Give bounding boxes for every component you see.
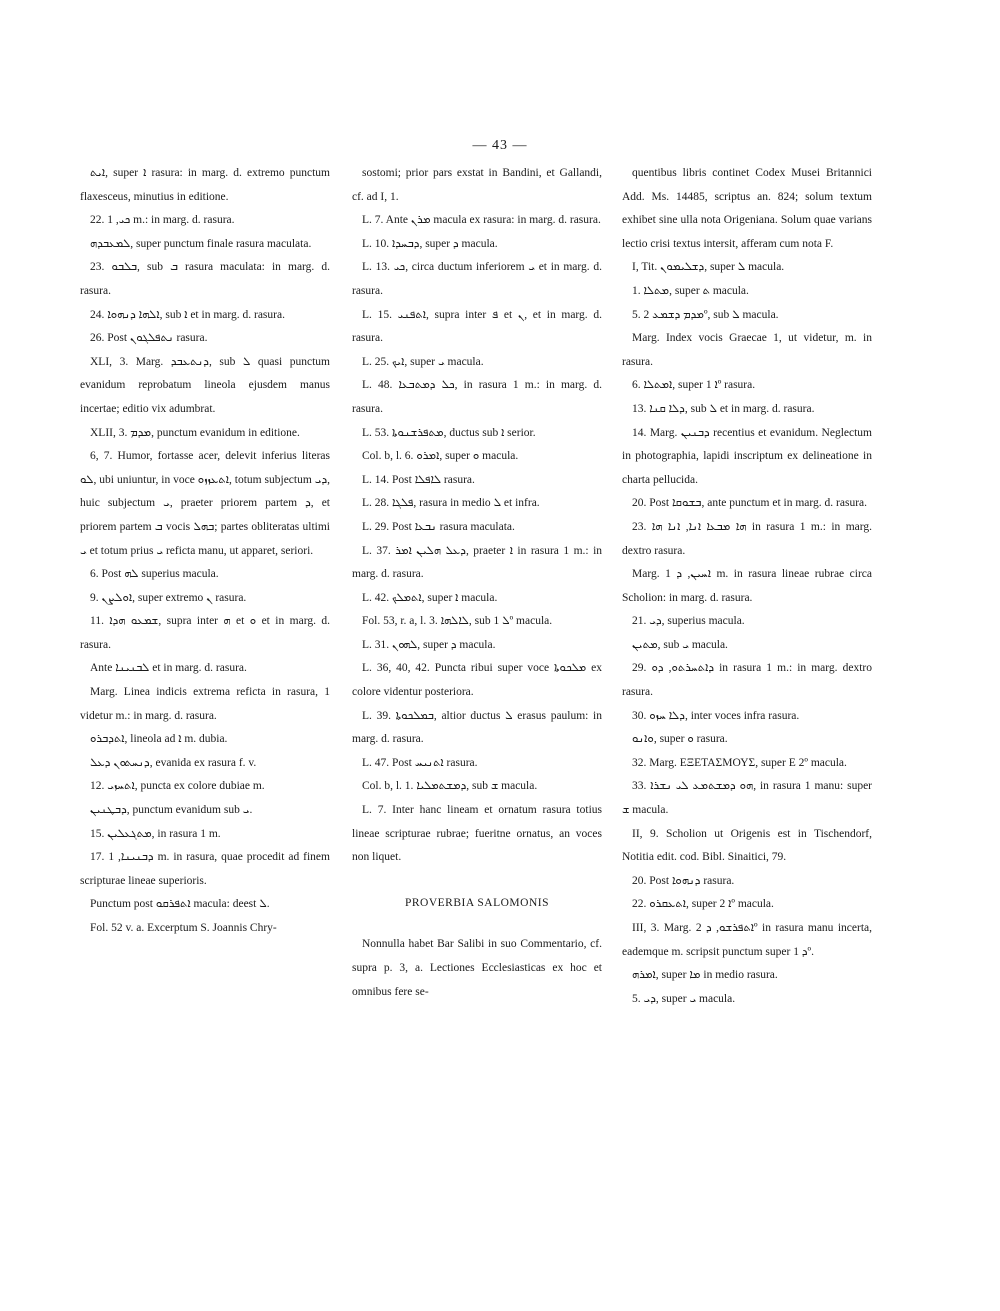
note-entry: Fol. 53, r. a, l. 3. ܠܐܠܗܐ, sub ܠ 1º macula. xyxy=(362,615,553,628)
note-entry: Punctum post ܐܬܦܪܩܘ macula: deest ܠ. xyxy=(90,898,270,911)
note-entry: 12. ܐܬܚܙܝ, puncta ex colore dubiae m. xyxy=(90,780,265,793)
note-entry: 30. ܕܠܐ ܚܙܘ, inter voces infra rasura. xyxy=(632,709,800,722)
note-entry: 32. Marg. ΕΞΕΤΑΣΜΟΥΣ, super Ε 2º macula. xyxy=(632,756,847,769)
note-entry: 5. ܡܕܡ ܕܫܡܥ 2º, sub ܠ macula. xyxy=(632,308,779,321)
note-entry: L. 15. ܐܬܦܢܝ, supra inter ܦ et ܢ, et in marg. d. rasura. xyxy=(352,308,602,345)
note-entry: L. 42. ܐܬܡܠܟ, super ܐ macula. xyxy=(362,591,498,604)
note-entry: 33. ܗܘ ܕܡܫܬܡܥ ܠܝ ܢܫܪܐ, in rasura 1 manu: super ܫ macula. xyxy=(622,780,872,817)
note-entry: L. 14. Post ܠܐܦܠܐ rasura. xyxy=(362,473,475,486)
note-entry: L. 31. ܠܗܘܢ, super ܕ macula. xyxy=(362,638,496,651)
note-entry: Col. b, l. 6. ܐܡܪܘ, super ܘ macula. xyxy=(362,450,519,463)
note-entry: 13. ܕܠܐ ܩܢܐ, sub ܠ et in marg. d. rasura. xyxy=(632,402,815,415)
note-entry: 17. ܕܒܢܝܢܐ, 1 m. in rasura, quae procedit ad finem scripturae lineae superioris. xyxy=(80,851,330,887)
note-entry: Col. b, l. 1. ܕܡܫܬܡܠܝܐ, sub ܫ macula. xyxy=(362,780,538,793)
note-entry: Ante ܠܒܢܝܢܐ et in marg. d. rasura. xyxy=(90,662,247,675)
note-entry: L. 39. ܒܡܠܟܘܬܐ, altior ductus ܠ erasus paulum: in marg. d. rasura. xyxy=(352,709,603,746)
note-entry: 6. ܐܡܬܠܐ, super ܐ 1º rasura. xyxy=(632,379,756,392)
note-entry: 29. ܕܐܬܚܪܬܘ, ܕܘ in rasura 1 m.: in marg. dextro rasura. xyxy=(622,662,872,699)
note-entry: 26. Post ܢܬܦܠܓܘܢ rasura. xyxy=(90,332,208,345)
note-entry: II, 9. Scholion ut Origenis est in Tischendorf, Notitia edit. cod. Bibl. Sinaitici, 79. xyxy=(622,827,872,864)
note-entry: XLI, 3. Marg. ܕܢܬܥܒܕ, sub ܠ quasi punctum evanidum reprobatum lineola ejusdem manus incertae; editio vix adumbrat. xyxy=(80,355,330,415)
note-entry: L. 53. ܡܬܦܪܫܢܘܬܐ, ductus sub ܐ serior. xyxy=(362,426,536,439)
note-entry: L. 36, 40, 42. Puncta ribui super voce ܡܠܟܘܬܐ ex colore videntur posteriora. xyxy=(352,662,602,699)
middle-column xyxy=(352,162,602,1004)
note-entry: 11. ܫܡܥܘ ܗܕܐ, supra inter ܗ et ܘ et in marg. d. rasura. xyxy=(80,615,330,651)
note-entry: 5. ܕܝ, super ܝ macula. xyxy=(632,992,736,1005)
note-entry: L. 29. Post ܢܒܥܐ rasura maculata. xyxy=(362,520,515,533)
note-entry: 14. Marg. ܕܒܢܝܢ recentius et evanidum. Neglectum in photographia, lapidi inscriptum ex delineatione in charta pellucida. xyxy=(622,426,872,486)
note-entry: Nonnulla habet Bar Salibi in suo Commentario, cf. supra p. 3, a. Lectiones Ecclesiasticas ex hoc et omnibus fere se- xyxy=(352,938,602,998)
note-entry: 20. Post ܕܢܗܘܐ rasura. xyxy=(632,874,735,887)
left-column xyxy=(80,162,330,941)
note-entry: I, Tit. ܕܫܠܝܡܘܢ, super ܠ macula. xyxy=(632,261,785,274)
middle-column-notes xyxy=(352,162,602,870)
note-entry: L. 10. ܕܒܚܕܐ, super ܕ macula. xyxy=(362,237,498,250)
note-entry: L. 28. ܦܠܓܐ, rasura in medio ܠ et infra. xyxy=(362,497,540,510)
note-entry: ܕܢܚܬܘܢ ܕܥܠ, evanida ex rasura f. v. xyxy=(90,756,257,769)
note-entry: 23. ܗܐ ܡܒܥܐ ܐܢܐ, ܐܢܐ ܗܐ in rasura 1 m.: in marg. dextro rasura. xyxy=(622,520,873,557)
note-entry: 1. ܡܬܠܐ, super ܬ macula. xyxy=(632,284,749,297)
note-entry: 21. ܕܝ, superius macula. xyxy=(632,615,745,628)
note-entry: L. 48. ܟܠ ܕܡܬܒܥܐ, in rasura 1 m.: in marg. d. rasura. xyxy=(352,379,602,415)
note-entry: Marg. Index vocis Graecae 1, ut videtur, m. in rasura. xyxy=(622,332,872,368)
right-column xyxy=(622,162,872,1011)
note-entry: 20. Post ܒܫܘܩܐ, ante punctum et in marg. d. rasura. xyxy=(632,497,868,510)
note-entry: ܡܬܝܢ, sub ܝ macula. xyxy=(632,638,728,651)
note-entry: L. 13. ܟܝ, circa ductum inferiorem ܝ et in marg. d. rasura. xyxy=(352,261,602,297)
note-entry: L. 47. Post ܐܬܢܝܚ rasura. xyxy=(362,756,478,769)
note-entry: 22. ܟܝ, 1 m.: in marg. d. rasura. xyxy=(90,214,235,227)
note-entry: L. 7. Ante ܡܪܢ macula ex rasura: in marg. d. rasura. xyxy=(362,214,601,227)
note-entry: Marg. Linea indicis extrema reficta in rasura, 1 videtur m.: in marg. d. rasura. xyxy=(80,686,330,722)
note-entry: ܐܡܪܗ, super ܡܐ in medio rasura. xyxy=(632,969,778,982)
note-entry: 6. Post ܠܗ superius macula. xyxy=(90,568,219,581)
note-entry: 23. ܒܠܒܘ, sub ܒ rasura maculata: in marg. d. rasura. xyxy=(80,261,330,297)
note-entry: XLII, 3. ܡܕܡ, punctum evanidum in editione. xyxy=(90,426,300,439)
middle-column-intro xyxy=(352,933,602,1004)
note-entry: Marg. ܐܚܝܢ, ܕ 1 m. in rasura lineae rubrae circa Scholion: in marg. d. rasura. xyxy=(622,568,872,604)
note-entry: ܕܒܛܢܝܢ, punctum evanidum sub ܝ. xyxy=(90,804,253,817)
note-entry: ܠܡܥܒܕܗ, super punctum finale rasura maculata. xyxy=(90,237,312,250)
note-entry: 15. ܡܬܓܥܠܝܢ, in rasura 1 m. xyxy=(90,827,221,840)
note-entry: L. 25. ܐܝܟ, super ܝ macula. xyxy=(362,355,484,368)
note-entry: ܐܬܕܒܪܘ, lineola ad ܐ m. dubia. xyxy=(90,733,228,746)
note-entry: III, 3. Marg. ܐܬܦܪܫܘ, ܕ 2º in rasura manu incerta, eademque m. scripsit punctum super ܕ 1º. xyxy=(622,922,872,958)
note-entry: sostomi; prior pars exstat in Bandini, et Gallandi, cf. ad I, 1. xyxy=(352,167,602,203)
note-entry: Fol. 52 v. a. Excerptum S. Joannis Chry- xyxy=(90,922,277,934)
note-entry: L. 37. ܕܥܠ ܗܠܝܢ ܐܡܪ, praeter ܐ in rasura 1 m.: in marg. d. rasura. xyxy=(352,544,603,581)
note-entry: quentibus libris continet Codex Musei Britannici Add. Ms. 14485, scriptus an. 824; solum textum exhibet sine ulla nota Origeniana. Solum quae varians lectio crisi textus intersit, afferam cum nota F. xyxy=(622,167,872,250)
note-entry: 6, 7. Humor, fortasse acer, delevit inferius literas ܠܘ, ubi uniuntur, in voce ܐܬܥܙܙܘ, totum subjectum ܕܝ, huic subjectum ܝ, praeter priorem partem ܕ, et priorem partem ܒ vocis ܒܗܠ; partes obliteratas ultimi ܝ et totum prius ܝ reficta manu, ut apparet, seriori. xyxy=(80,450,331,557)
note-entry: 24. ܐܠܗܐ ܕܢܗܘܐ, sub ܐ et in marg. d. rasura. xyxy=(90,308,285,321)
note-entry: 22. ܐܬܥܩܪܘ, super ܐ 2º macula. xyxy=(632,898,774,911)
note-entry: L. 7. Inter hanc lineam et ornatum rasura totius lineae scripturae rubrae; fueritne ornatus, an voces non liquet. xyxy=(352,804,602,864)
section-heading: PROVERBIA SALOMONIS xyxy=(404,896,549,909)
note-entry: 9. ܐܘܠܨܢ, super extremo ܢ rasura. xyxy=(90,591,247,604)
page-number: — 43 — xyxy=(472,138,528,153)
note-entry: ܐܝܬ, super ܐ rasura: in marg. d. extremo punctum flaxesceus, minutius in editione. xyxy=(80,167,330,203)
note-entry: ܘܐܢܘ, super ܘ rasura. xyxy=(632,733,728,746)
